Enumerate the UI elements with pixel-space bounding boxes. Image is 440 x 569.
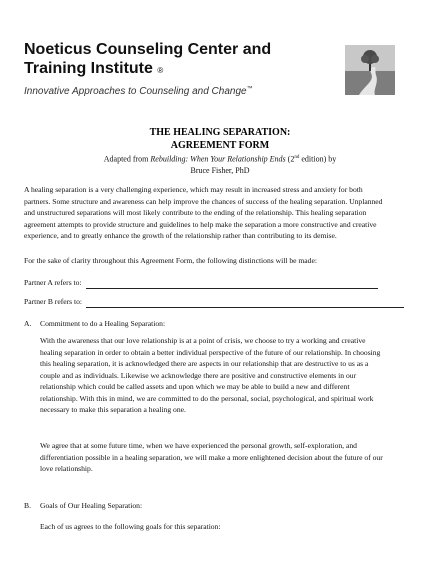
book-title: Rebuilding: When Your Relationship Ends — [150, 154, 286, 164]
section-a-paragraph-1: With the awareness that our love relationship is at a point of crisis, we choose to try a working and creative healing separation in order to obtain a better individual perspective of the future of our relationship. In choosing this healing separation, it is acknowledged there are aspects in our relationship that are destructive to us as a couple and as individuals. Likewise we acknowledge there are positive and constructive elements in our relationship which could be called assets and upon which we may be able to build a new and different relationship. With this in mind, we are committed to do the personal, social, psychological, and spiritual work necessary to make this separation a healing one. — [40, 336, 381, 414]
partner-b-row — [24, 296, 404, 308]
section-a-paragraph-2: We agree that at some future time, when we have experienced the personal growth, self-exploration, and differentiation possible in a healing separation, we will make a more enlightened decision about the future of our love relationship. — [40, 441, 383, 473]
organization-name-line2: Training Institute — [24, 60, 153, 77]
form-title-line1: THE HEALING SEPARATION: — [149, 127, 291, 138]
registered-mark: ® — [157, 66, 164, 75]
author-name: Bruce Fisher, PhD — [190, 165, 250, 175]
trademark-mark: ™ — [246, 86, 253, 92]
section-a-title: Commitment to do a Healing Separation: — [40, 319, 166, 328]
partner-b-label: Partner B refers to: — [24, 297, 82, 306]
section-a-letter: A. — [24, 319, 32, 328]
partner-b-field[interactable] — [86, 299, 404, 308]
adapted-prefix: Adapted from — [103, 154, 151, 164]
organization-name — [24, 40, 324, 78]
clarity-line: For the sake of clarity throughout this Agreement Form, the following distinctions will be made: — [24, 256, 317, 265]
tree-on-path-logo-icon — [345, 45, 395, 95]
section-b-paragraph-1: Each of us agrees to the following goals for this separation: — [40, 522, 221, 531]
partner-a-row — [24, 277, 378, 289]
organization-name-line1: Noeticus Counseling Center and — [24, 41, 272, 58]
form-title — [60, 126, 380, 152]
edition-superscript: nd — [294, 155, 300, 160]
section-b-title: Goals of Our Healing Separation: — [40, 501, 143, 510]
tagline-text: Innovative Approaches to Counseling and Change — [24, 86, 247, 97]
edition-close: edition) by — [299, 154, 337, 164]
section-b-letter: B. — [24, 501, 31, 510]
form-title-line2: AGREEMENT FORM — [170, 140, 270, 151]
section-b-heading — [24, 500, 142, 512]
partner-a-field[interactable] — [86, 280, 378, 289]
partner-a-label: Partner A refers to: — [24, 278, 82, 287]
adapted-from-credit — [60, 152, 380, 176]
tagline — [24, 86, 344, 97]
edition-open: (2 — [285, 154, 295, 164]
section-a-heading — [24, 318, 165, 330]
intro-paragraph: A healing separation is a very challenging experience, which may result in increased stress and anxiety for both partners. Some structure and awareness can help improve the chances of success of the healing separation. Unplanned and unstructured separations will most likely contribute to the ending of the relationship. This healing separation agreement attempts to provide structure and guidelines to help make the separation a more constructive and creative experience, and to greatly enhance the growth of the relationship rather than contributing to its demise. — [24, 185, 383, 240]
